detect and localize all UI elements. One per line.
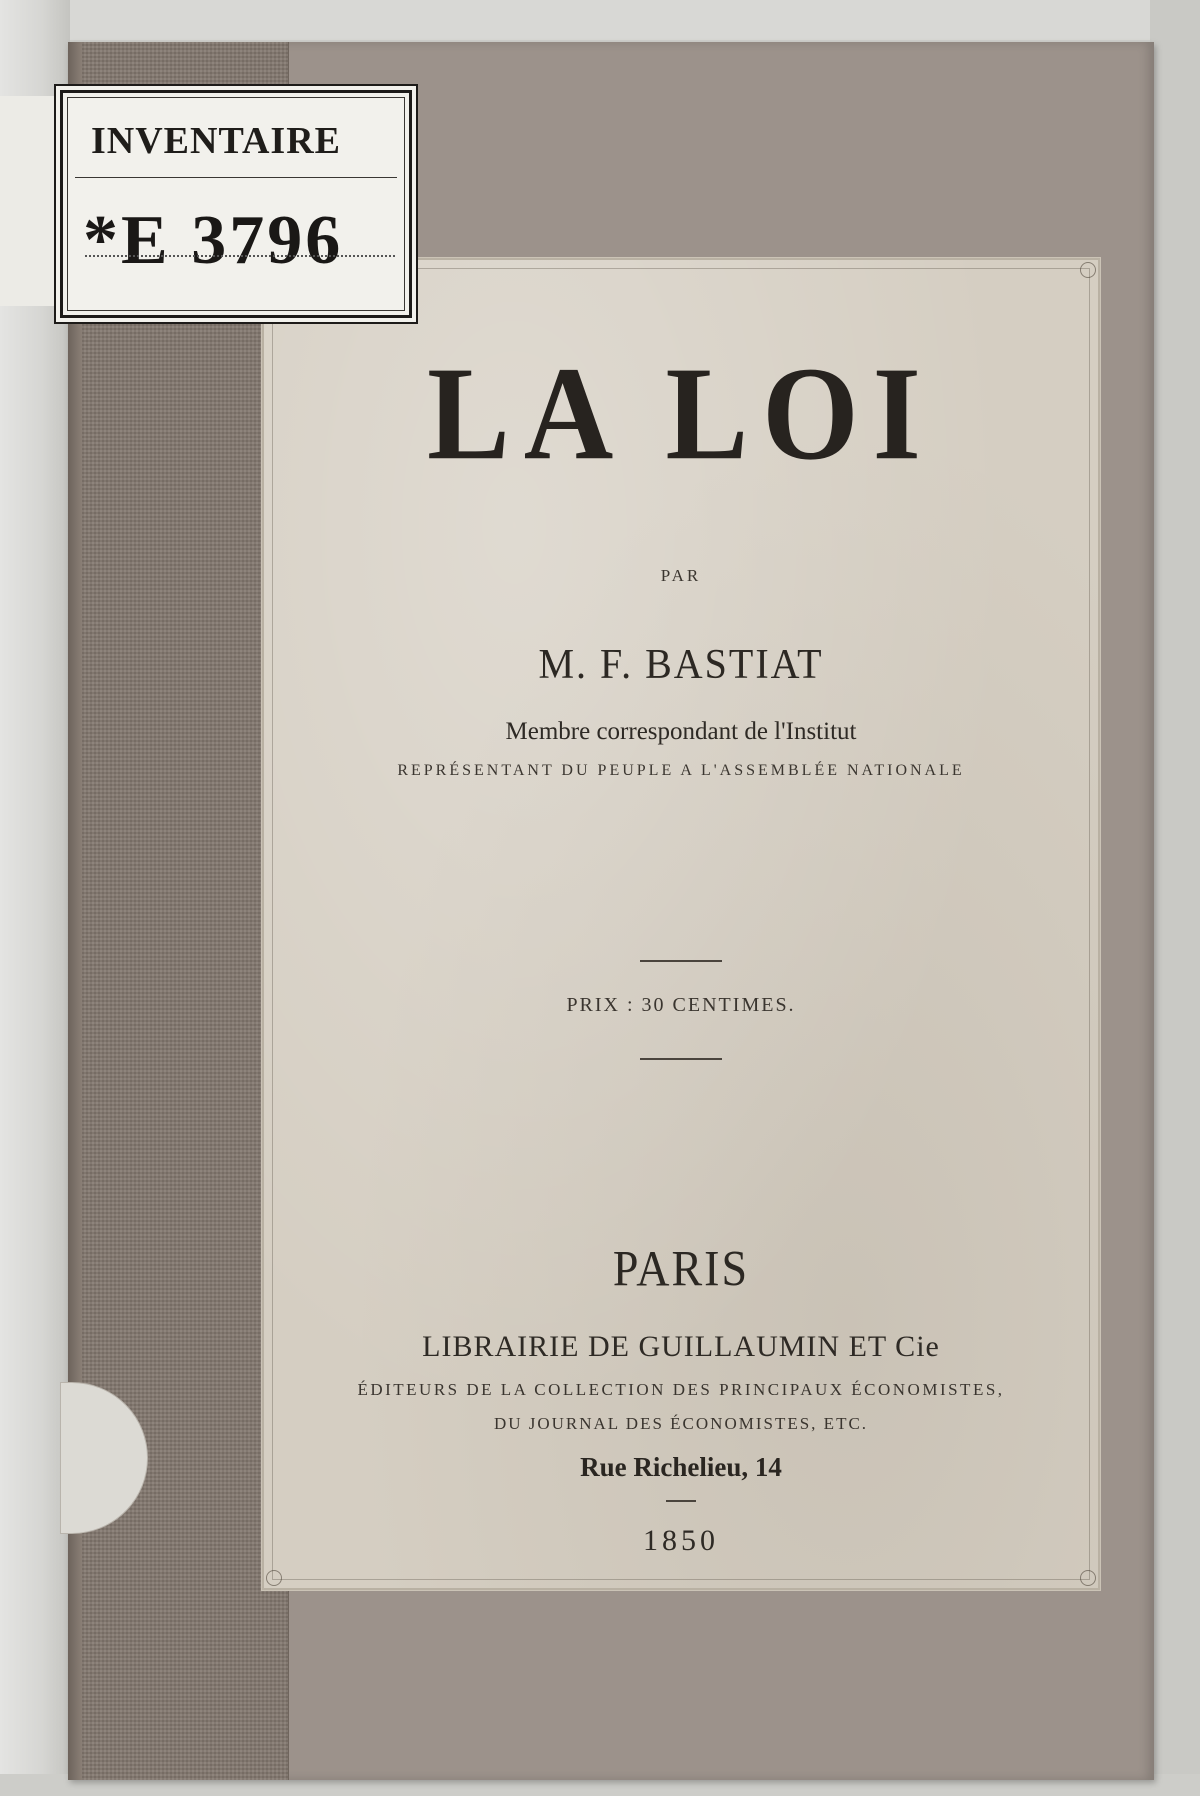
corner-ornament-icon <box>266 1570 282 1586</box>
city: PARIS <box>612 1240 750 1297</box>
divider-rule <box>640 960 722 962</box>
publisher-line-2: DU JOURNAL DES ÉCONOMISTES, ETC. <box>493 1414 869 1433</box>
inventory-label: INVENTAIRE <box>91 120 342 162</box>
corner-ornament-icon <box>1080 1570 1096 1586</box>
publisher: LIBRAIRIE DE GUILLAUMIN ET Cie <box>422 1330 940 1363</box>
author-name: M. F. BASTIAT <box>538 639 824 688</box>
title-label <box>262 258 1100 1590</box>
by-line: PAR <box>660 566 702 585</box>
publisher-line-1: ÉDITEURS DE LA COLLECTION DES PRINCIPAUX ÉCONOMISTES, <box>357 1380 1005 1399</box>
scan-background-right <box>1150 0 1200 1796</box>
sticker-dotted-line <box>85 255 395 257</box>
scan-background-top <box>0 0 1200 40</box>
book-title: LA LOI <box>427 339 935 488</box>
price: PRIX : 30 CENTIMES. <box>566 994 796 1016</box>
publication-year: 1850 <box>643 1524 719 1557</box>
author-title: Membre correspondant de l'Institut <box>505 718 857 745</box>
corner-ornament-icon <box>1080 262 1096 278</box>
author-role: REPRÉSENTANT DU PEUPLE A L'ASSEMBLÉE NATIONALE <box>397 762 965 779</box>
divider-rule <box>666 1500 696 1502</box>
divider-rule <box>640 1058 722 1060</box>
sticker-divider <box>75 177 397 178</box>
inventory-number: *E 3796 <box>83 202 344 279</box>
address: Rue Richelieu, 14 <box>580 1452 782 1482</box>
inventory-sticker <box>60 90 412 318</box>
